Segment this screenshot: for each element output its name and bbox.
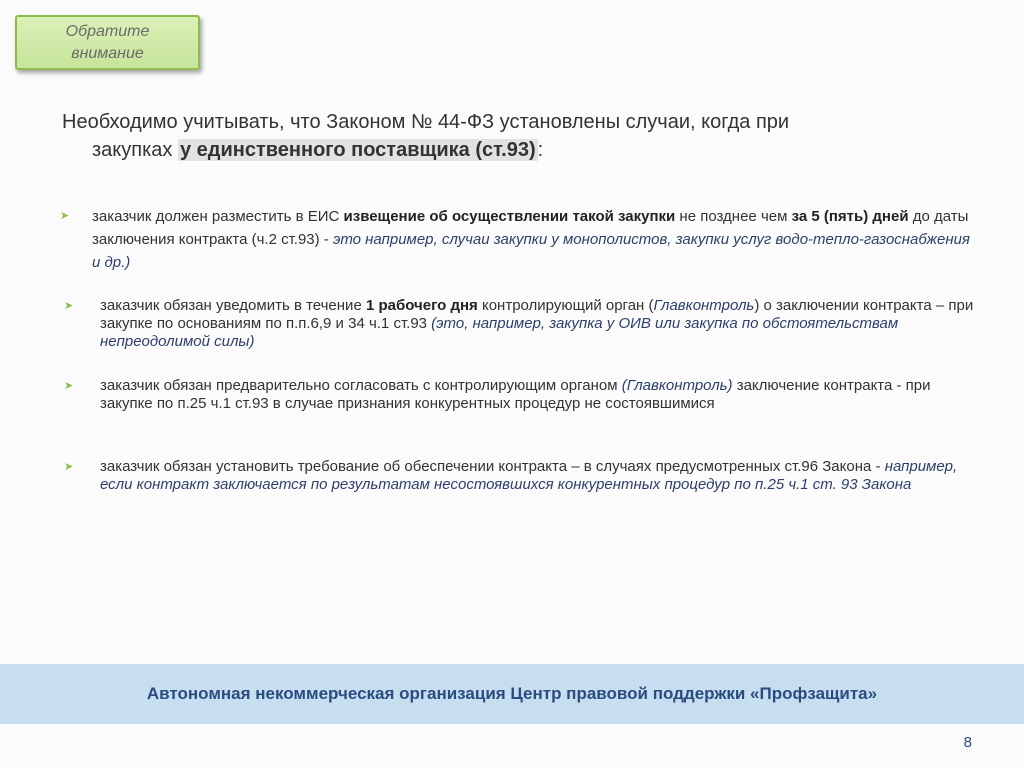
bullet-2-text-2: контролирующий орган ( bbox=[477, 297, 654, 314]
bullet-1-bold-2: за 5 (пять) дней bbox=[791, 208, 909, 225]
intro-line-2-prefix: закупках bbox=[92, 139, 178, 161]
page-number: 8 bbox=[963, 734, 972, 751]
bullet-item-4 bbox=[64, 458, 980, 494]
attention-badge bbox=[15, 15, 200, 70]
intro-line-2 bbox=[62, 136, 962, 164]
bullet-3-text-1: заказчик обязан предварительно согласовать с контролирующим органом bbox=[100, 377, 622, 394]
intro-paragraph bbox=[62, 108, 962, 164]
bullet-1-text-2: не позднее чем bbox=[675, 208, 792, 225]
intro-line-2-suffix: : bbox=[537, 139, 544, 161]
arrowhead-bullet-icon: ➤ bbox=[64, 461, 74, 473]
bullet-item-1 bbox=[60, 205, 972, 274]
arrowhead-bullet-icon: ➤ bbox=[64, 300, 74, 312]
bullet-1-text-3: до даты заключения контракта (ч.2 ст.93) - bbox=[92, 208, 969, 248]
bullet-2-text-3: ) о заключении контракта – при закупке по основаниям по п.п.6,9 и 34 ч.1 ст.93 bbox=[100, 297, 974, 332]
bullet-2-italic-1: Главконтроль bbox=[653, 297, 755, 314]
bullet-1-italic: это например, случаи закупки у монополистов, закупки услуг водо-тепло-газоснабжения и др.) bbox=[92, 231, 970, 271]
badge-line-2: внимание bbox=[71, 44, 144, 62]
bullet-3-italic: (Главконтроль) bbox=[621, 377, 733, 394]
footer-organization-name: Автономная некоммерческая организация Центр правовой поддержки «Профзащита» bbox=[146, 684, 878, 703]
footer-band bbox=[0, 664, 1024, 724]
intro-highlight: у единственного поставщика (ст.93) bbox=[179, 139, 536, 161]
bullet-2-bold: 1 рабочего дня bbox=[365, 297, 478, 314]
intro-line-1: Необходимо учитывать, что Законом № 44-ФЗ установлены случаи, когда при bbox=[62, 111, 790, 133]
bullet-4-text-1: заказчик обязан установить требование об обеспечении контракта – в случаях предусмотренных ст.96 Закона - bbox=[100, 458, 885, 475]
bullet-item-3 bbox=[64, 377, 980, 413]
badge-line-1: Обратите bbox=[65, 22, 150, 40]
arrowhead-bullet-icon: ➤ bbox=[64, 380, 74, 392]
bullet-3-text-2: заключение контракта - при закупке по п.25 ч.1 ст.93 в случае признания конкурентных процедур не состоявшимися bbox=[100, 377, 931, 412]
arrowhead-bullet-icon: ➤ bbox=[60, 210, 70, 222]
bullet-4-italic: например, если контракт заключается по результатам несостоявшихся конкурентных процедур по п.25 ч.1 ст. 93 Закона bbox=[100, 458, 958, 493]
bullet-2-text-1: заказчик обязан уведомить в течение bbox=[100, 297, 366, 314]
bullet-1-bold-1: извещение об осуществлении такой закупки bbox=[343, 208, 676, 225]
bullet-item-2 bbox=[64, 297, 980, 351]
bullet-1-text-1: заказчик должен разместить в ЕИС bbox=[92, 208, 344, 225]
bullet-2-italic-2: (это, например, закупка у ОИВ или закупка по обстоятельствам непреодолимой силы) bbox=[100, 315, 899, 350]
